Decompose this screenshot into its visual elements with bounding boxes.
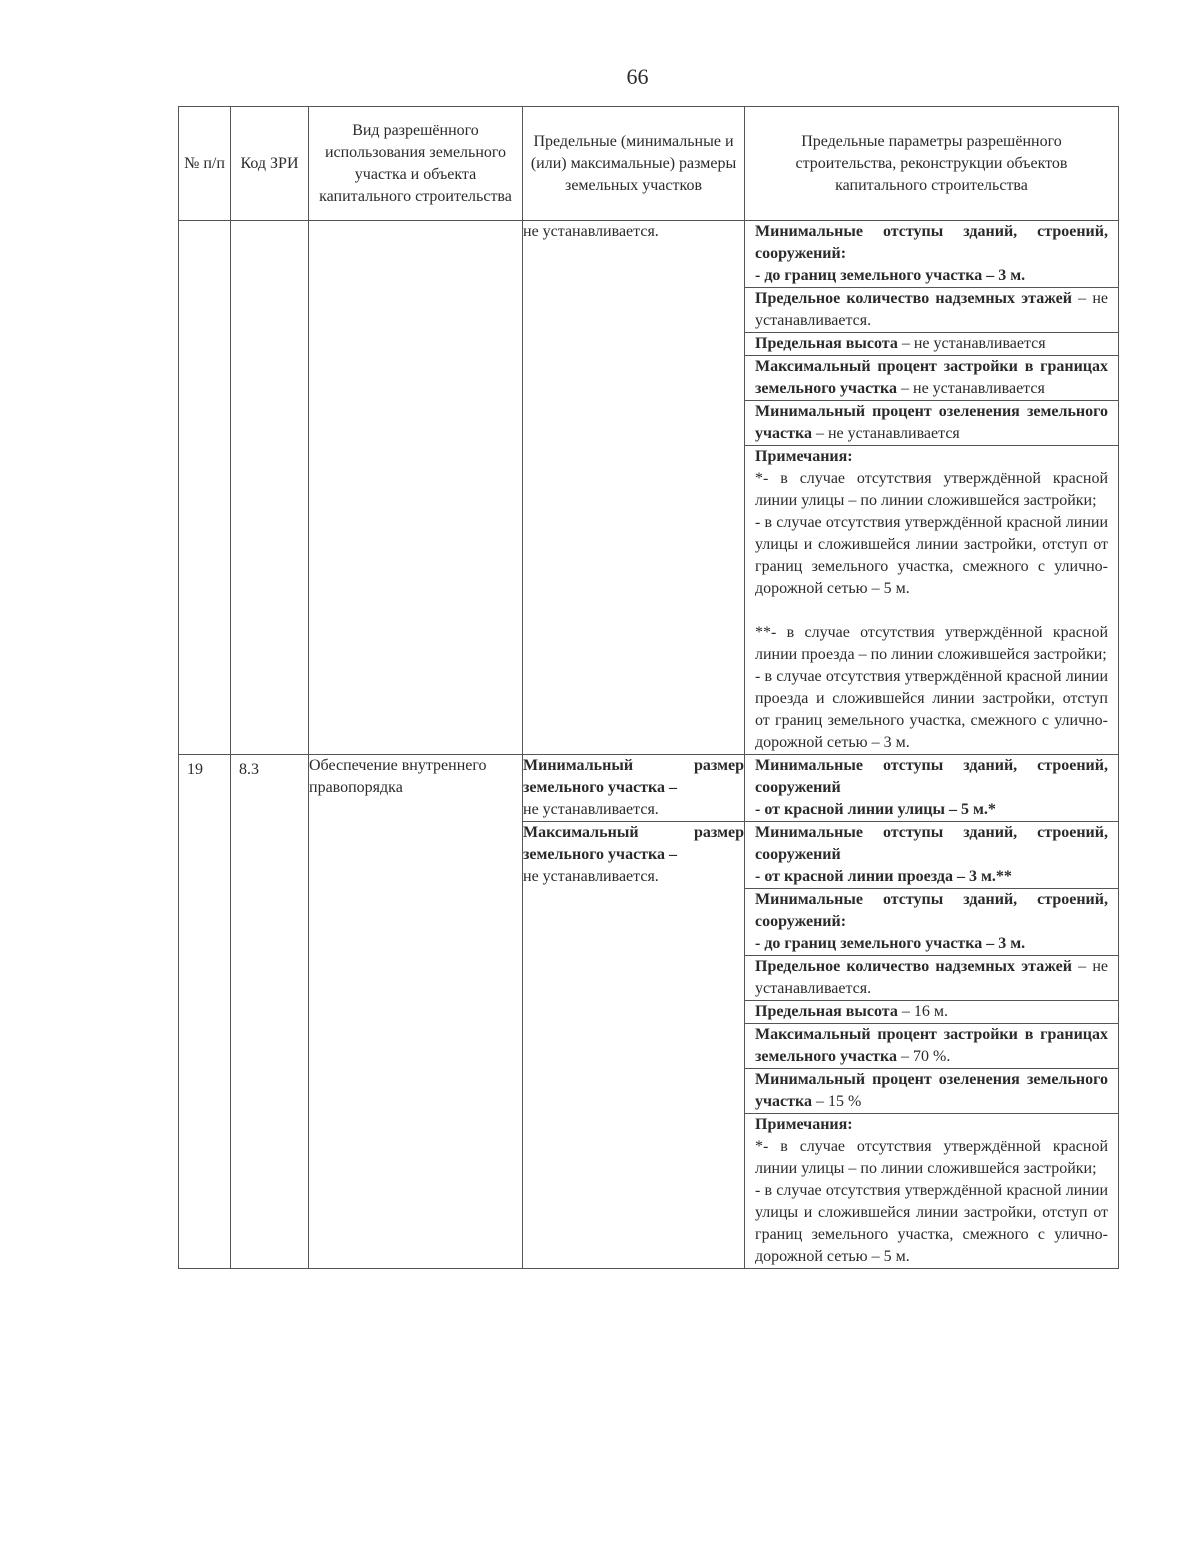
param-cell [745, 356, 1118, 401]
note-item: **- в случае отсутствия утверждённой красной линии проезда – по линии сложившейся застройки; [755, 624, 1108, 663]
param-cell [745, 401, 1118, 446]
header-num: № п/п [179, 107, 231, 221]
size-min-value: не устанавливается. [523, 801, 659, 818]
param-value: – 70 %. [897, 1048, 951, 1065]
param-cell [745, 221, 1118, 288]
row-19-use-text: Обеспечение внутреннего правопорядка [309, 757, 487, 796]
cont-params-cell [745, 221, 1119, 755]
page-number: 66 [626, 64, 649, 89]
param-value: - от красной линии улицы – 5 м.* [755, 801, 996, 818]
row-19-params-b [745, 822, 1118, 1268]
header-sizes: Предельные (минимальные и (или) максимальные) размеры земельных участков [523, 107, 745, 221]
param-row [745, 755, 1118, 821]
cont-sizes-cell [523, 221, 745, 755]
cont-num-cell [179, 221, 231, 755]
header-row [179, 107, 1119, 221]
param-row [745, 956, 1118, 1001]
param-cell [745, 1069, 1118, 1114]
row-19-num: 19 [179, 755, 231, 1269]
note-item: - в случае отсутствия утверждённой красной линии проезда и сложившейся линии застройки, отступ от границ земельного участка, смежного с улично-дорожной сетью – 3 м. [755, 668, 1108, 751]
row-19-size-max [523, 822, 745, 1269]
param-value: – не устанавливается [811, 425, 960, 442]
notes-gap [755, 600, 1108, 622]
param-row [745, 822, 1118, 889]
param-value: - до границ земельного участка – 3 м. [755, 935, 1026, 952]
param-cell [745, 822, 1118, 889]
param-label: Минимальные отступы зданий, строений, сооружений [755, 757, 1108, 796]
param-row [745, 333, 1118, 356]
param-label: Минимальный процент озеленения земельного участка [755, 403, 1108, 442]
param-value: - до границ земельного участка – 3 м. [755, 267, 1026, 284]
cont-sizes-text: не устанавливается. [523, 223, 659, 240]
param-row [745, 889, 1118, 956]
param-label: Предельная высота [755, 1003, 898, 1020]
notes-row [745, 446, 1118, 755]
param-row [745, 1024, 1118, 1069]
param-value: – 15 % [811, 1093, 862, 1110]
notes-title: Примечания: [755, 1116, 853, 1133]
param-row [745, 356, 1118, 401]
param-cell [745, 333, 1118, 356]
param-label: Минимальные отступы зданий, строений, сооружений [755, 824, 1108, 863]
header-code: Код ЗРИ [231, 107, 309, 221]
param-label: Минимальные отступы зданий, строений, сооружений: [755, 891, 1108, 930]
param-label: Предельная высота [755, 335, 898, 352]
note-item: *- в случае отсутствия утверждённой красной линии улицы – по линии сложившейся застройки; [755, 1138, 1108, 1177]
row-19-size-min [523, 755, 745, 822]
notes-cell [745, 446, 1118, 755]
size-min-label: Минимальный размер земельного участка – [523, 757, 744, 796]
param-value: – не устанавливается [897, 335, 1046, 352]
param-cell [745, 288, 1118, 333]
regulations-table [178, 106, 1119, 1269]
param-label: Минимальные отступы зданий, строений, сооружений: [755, 223, 1108, 262]
param-cell [745, 1024, 1118, 1069]
size-max-label: Максимальный размер земельного участка – [523, 824, 744, 863]
row-19-params-a [745, 755, 1118, 821]
cont-code-cell [231, 221, 309, 755]
note-item: *- в случае отсутствия утверждённой красной линии улицы – по линии сложившейся застройки; [755, 470, 1108, 509]
continuation-row [179, 221, 1119, 755]
param-row [745, 1069, 1118, 1114]
param-row [745, 221, 1118, 288]
notes-title: Примечания: [755, 448, 853, 465]
row-19-a [179, 755, 1119, 822]
param-row [745, 1001, 1118, 1024]
row-19-code: 8.3 [231, 755, 309, 1269]
row-19-params-a-cell [745, 755, 1119, 822]
param-cell [745, 755, 1118, 821]
header-use: Вид разрешённого использования земельного участка и объекта капитального строительства [309, 107, 523, 221]
param-label: Предельное количество надземных этажей [755, 958, 1072, 975]
param-row [745, 288, 1118, 333]
param-value: - от красной линии проезда – 3 м.** [755, 868, 1012, 885]
note-item: - в случае отсутствия утверждённой красной линии улицы и сложившейся линии застройки, отступ от границ земельного участка, смежного с улично-дорожной сетью – 5 м. [755, 514, 1108, 597]
param-label: Минимальный процент озеленения земельного участка [755, 1071, 1108, 1110]
cont-params-list [745, 221, 1118, 754]
param-row [745, 401, 1118, 446]
param-label: Максимальный процент застройки в границах земельного участка [755, 358, 1108, 397]
row-19-params-b-cell [745, 822, 1119, 1269]
row-19-use [309, 755, 523, 1269]
param-label: Максимальный процент застройки в границах земельного участка [755, 1026, 1108, 1065]
param-label: Предельное количество надземных этажей [755, 290, 1072, 307]
notes-cell [745, 1114, 1118, 1269]
param-value: – 16 м. [897, 1003, 948, 1020]
header-params: Предельные параметры разрешённого строительства, реконструкции объектов капитального строительства [745, 107, 1119, 221]
size-max-value: не устанавливается. [523, 868, 659, 885]
param-cell [745, 889, 1118, 956]
notes-row [745, 1114, 1118, 1269]
note-item: - в случае отсутствия утверждённой красной линии улицы и сложившейся линии застройки, отступ от границ земельного участка, смежного с улично-дорожной сетью – 5 м. [755, 1182, 1108, 1265]
param-value: – не устанавливается [897, 380, 1045, 397]
param-cell [745, 956, 1118, 1001]
param-value: – не устанавливается. [755, 958, 1108, 997]
param-cell [745, 1001, 1118, 1024]
cont-use-cell [309, 221, 523, 755]
param-value: – не устанавливается. [755, 290, 1108, 329]
